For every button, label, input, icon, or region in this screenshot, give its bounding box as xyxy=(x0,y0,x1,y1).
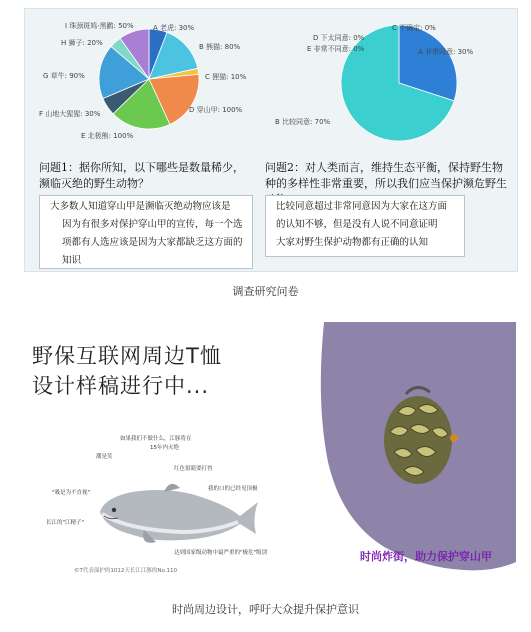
pie1-label-c: C 狸猫: 10% xyxy=(205,73,247,81)
answer-box-1 xyxy=(39,195,253,269)
bag-slogan: 时尚炸街，助力保护穿山甲 xyxy=(360,550,492,563)
design-label-foot: ©T代表保护的1012天长江江豚的No.110 xyxy=(74,568,177,574)
design-label-l3: 长江的"江精子" xyxy=(46,520,85,526)
pie2-label-b: B 比较同意: 70% xyxy=(275,118,331,126)
pie-chart-animals xyxy=(25,9,275,159)
design-label-r3: 达到国家级动物中最严重的"极危"级别 xyxy=(174,550,268,556)
survey-panel xyxy=(24,8,518,272)
design-label-r2: 我的口的已经见顶极 xyxy=(208,486,258,492)
pie1-label-f: F 山地大猩猩: 30% xyxy=(39,110,101,118)
pie1-label-d: D 穿山甲: 100% xyxy=(189,106,243,114)
headline-line-2: 设计样稿进行中... xyxy=(32,374,210,398)
pie1-label-a: A 老虎: 30% xyxy=(153,24,195,32)
answer1-line: 知识 xyxy=(62,255,82,266)
design-label-r1: 红色很睛要打兽 xyxy=(174,466,213,472)
pie2-label-c: C 不确定: 0% xyxy=(392,24,436,32)
design-label-l2: "吸是为不直视" xyxy=(52,490,91,496)
question-2: 问题2：对人类而言，维持生态平衡，保持野生物种的多样性非常重要，所以我们应当保护濒危野生 xyxy=(265,161,507,190)
question-1: 问题1：据你所知，以下哪些是数量稀少，濒临灭绝的野生动物？ xyxy=(39,161,244,190)
answer1-line: 因为有很多对保护穿山甲的宣传，每一个选 xyxy=(62,219,243,230)
answer1-line: 大多数人知道穿山甲是濒临灭绝动物应该是 xyxy=(50,201,231,212)
pie1-label-i: I 珠颈斑鸠·黑鹳: 50% xyxy=(65,22,134,30)
pie1-label-h: H 狮子: 20% xyxy=(61,39,103,47)
pie1-label-b: B 熊猫: 80% xyxy=(199,43,241,51)
pie1-label-g: G 草牛: 90% xyxy=(43,72,85,80)
caption-survey: 调查研究问卷 xyxy=(232,285,299,298)
design-label-l1: 潮是笑 xyxy=(96,454,113,460)
design-label-top2: 15年内灭绝 xyxy=(150,445,179,451)
pie2-label-d: D 下太同意: 0% xyxy=(313,34,365,42)
design-label-top: 如果我们不做什么，江豚将在 xyxy=(120,436,192,442)
answer2-line: 的认知不够，但是没有人说不同意证明 xyxy=(276,219,438,230)
answer2-line: 比较同意超过非常同意因为大家在这方面 xyxy=(276,201,448,212)
answer-box-2 xyxy=(265,195,465,257)
pie2-label-e: E 非常不同意: 0% xyxy=(307,45,365,53)
pie2-label-a: A 非常同意: 30% xyxy=(418,48,474,56)
design-panel xyxy=(24,322,516,582)
caption-design: 时尚周边设计，呼吁大众提升保护意识 xyxy=(172,603,359,616)
headline-line-1: 野保互联网周边T恤 xyxy=(32,344,222,368)
answer2-line: 大家对野生保护动物都有正确的认知 xyxy=(276,237,429,248)
pie1-label-e: E 北极熊: 100% xyxy=(81,132,134,140)
answer1-line: 项都有人选应该是因为大家都缺乏这方面的 xyxy=(62,237,243,248)
pangolin-backpack-illustration xyxy=(376,382,466,492)
